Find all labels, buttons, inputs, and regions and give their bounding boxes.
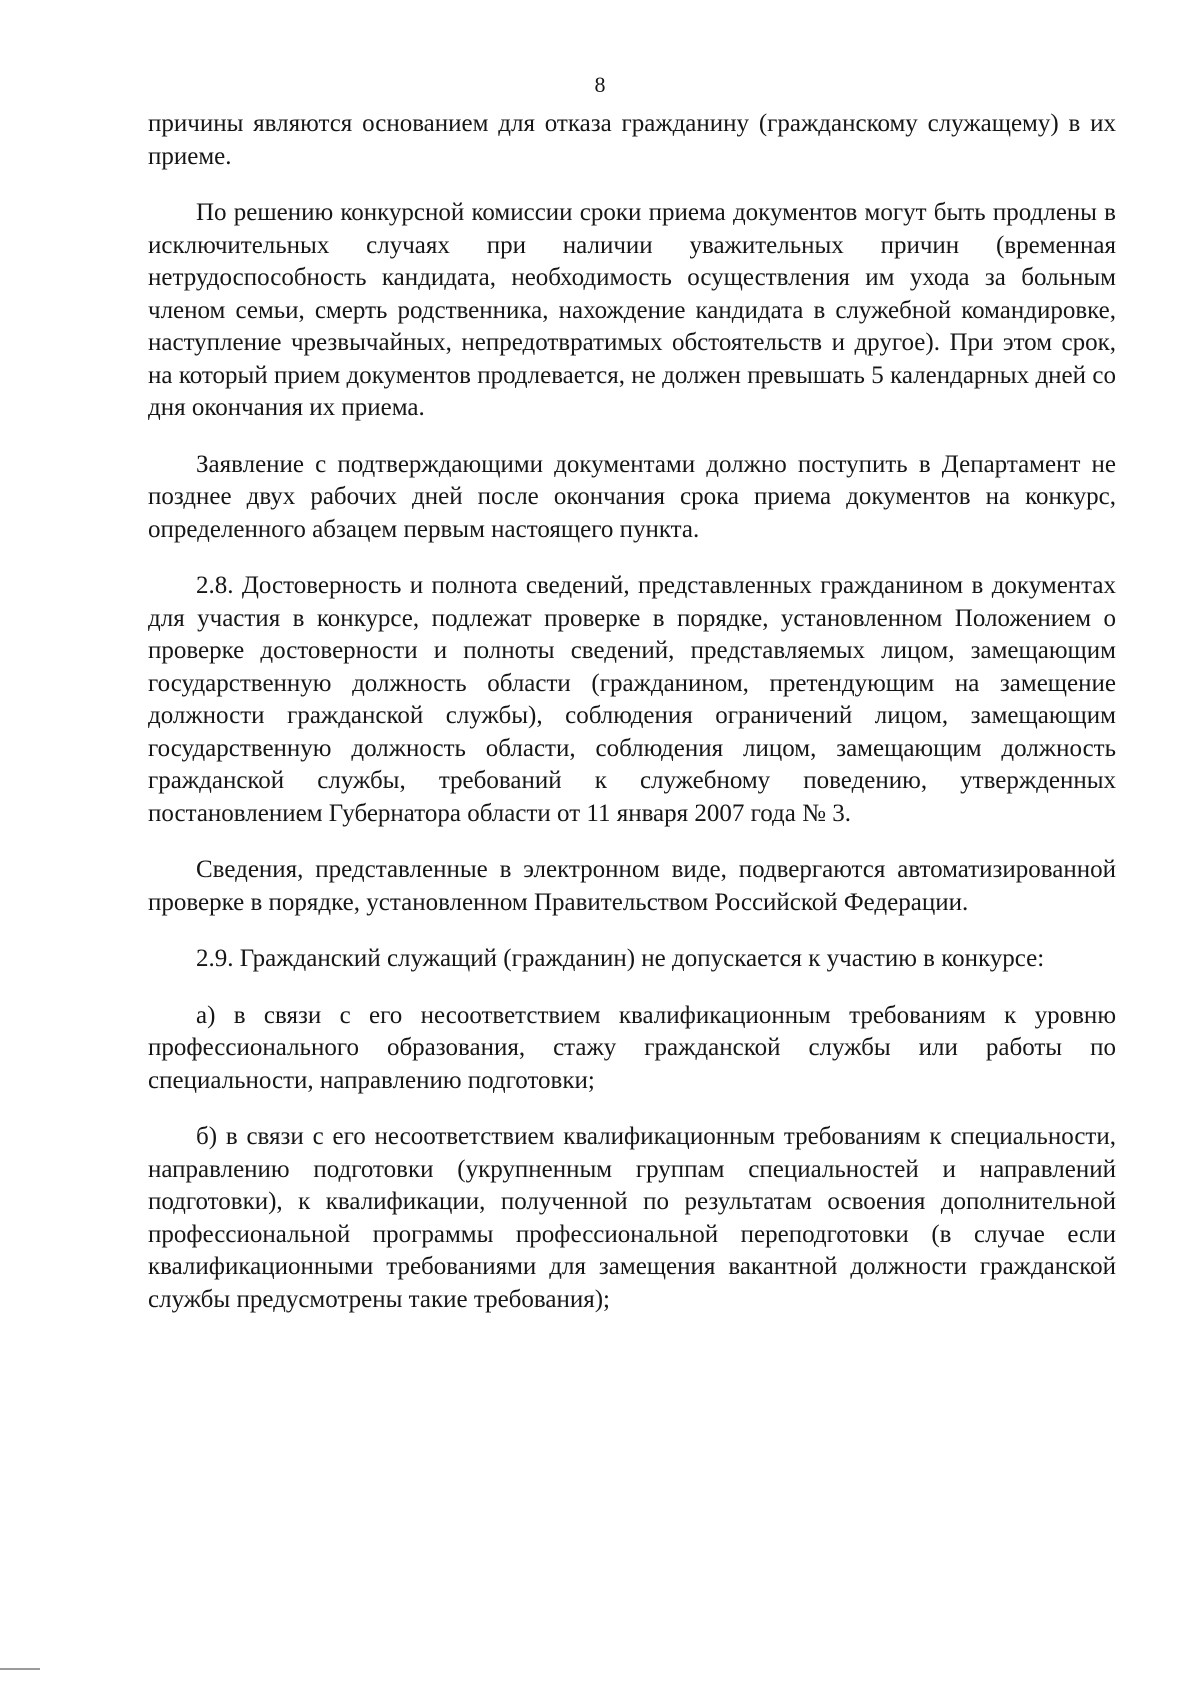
paragraph-deadline-extension: По решению конкурсной комиссии сроки приема документов могут быть продлены в исключительных случаях при наличии уважительных причин (временная нетрудоспособность кандидата, необходимость осуществления им ухода за больным членом семьи, смерть родственника, нахождение кандидата в служебной командировке, наступление чрезвычайных, непредотвратимых обстоятельств и другое). При этом срок, на который прием документов продлевается, не должен превышать 5 календарных дней со дня окончания их приема. bbox=[148, 199, 1116, 421]
paragraph-electronic-verification: Сведения, представленные в электронном виде, подвергаются автоматизированной проверке в порядке, установленном Правительством Российской Федерации. bbox=[148, 856, 1116, 916]
paragraph-2-9-not-admitted: 2.9. Гражданский служащий (гражданин) не допускается к участию в конкурсе: bbox=[196, 945, 1045, 972]
page-number: 8 bbox=[594, 72, 606, 97]
paragraph-item-b: б) в связи с его несоответствием квалификационным требованиям к специальности, направлению подготовки (укрупненным группам специальностей и направлений подготовки), к квалификации, полученной по результатам освоения дополнительной профессиональной программы профессиональной переподготовки (в случае если квалификационными требованиями для замещения вакантной должности гражданской службы предусмотрены такие требования); bbox=[148, 1123, 1116, 1313]
document-body bbox=[148, 108, 1116, 1340]
paragraph-application-submission: Заявление с подтверждающими документами должно поступить в Департамент не позднее двух рабочих дней после окончания срока приема документов на конкурс, определенного абзацем первым настоящего пункта. bbox=[148, 450, 1116, 543]
scan-edge-mark bbox=[0, 1668, 40, 1670]
paragraph-continuation: причины являются основанием для отказа гражданину (гражданскому служащему) в их приеме. bbox=[148, 110, 1116, 170]
paragraph-item-a: а) в связи с его несоответствием квалификационным требованиям к уровню профессионального образования, стажу гражданской службы или работы по специальности, направлению подготовки; bbox=[148, 1001, 1116, 1094]
paragraph-2-8-verification: 2.8. Достоверность и полнота сведений, представленных гражданином в документах для участия в конкурсе, подлежат проверке в порядке, установленном Положением о проверке достоверности и полноты сведений, представляемых лицом, замещающим государственную должность области (гражданином, претендующим на замещение должности гражданской службы), соблюдения ограничений лицом, замещающим государственную должность области, соблюдения лицом, замещающим должность гражданской службы, требований к служебному поведению, утвержденных постановлением Губернатора области от 11 января 2007 года № 3. bbox=[148, 572, 1116, 827]
